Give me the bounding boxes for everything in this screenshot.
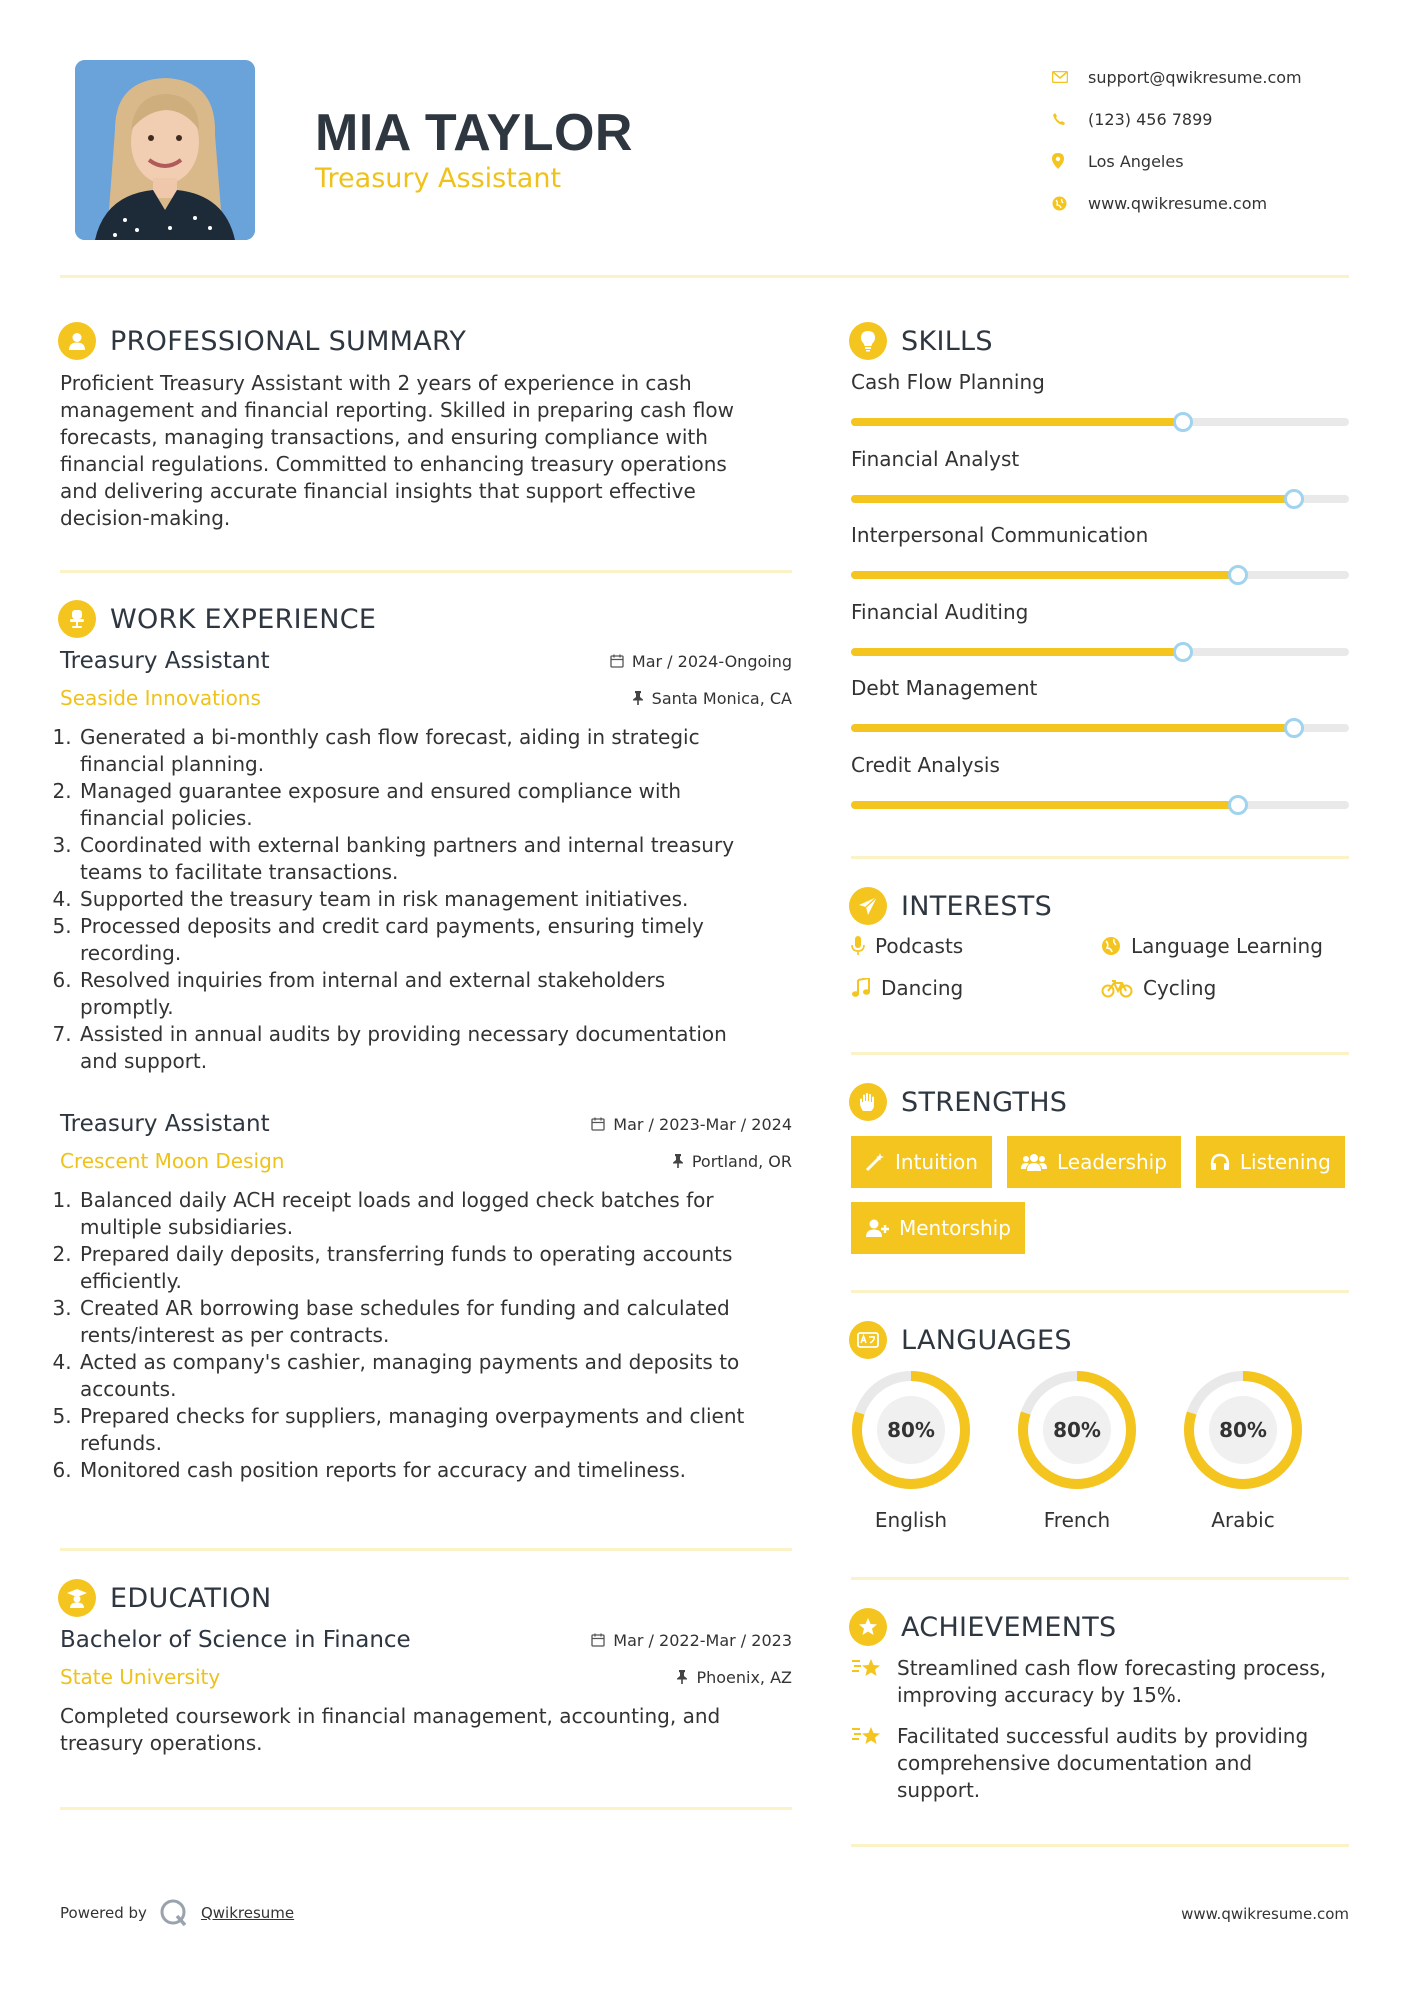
section-divider [60,570,792,573]
language-icon [849,1321,887,1359]
skill-fill [851,571,1238,579]
list-item: 5. Processed deposits and credit card payments, ensuring timely recording. [78,913,792,967]
interest-item: Dancing [851,976,1101,1000]
experience-heading: WORK EXPERIENCE [58,600,376,638]
contact-phone[interactable]: (123) 456 7899 [1052,98,1352,140]
users-icon [1021,1152,1047,1172]
skills-heading: SKILLS [849,322,993,360]
skill-knob [1284,718,1304,738]
skill-item: Financial Auditing [851,600,1349,677]
job-company: Seaside Innovations [60,686,261,710]
shooting-star-icon [851,1655,885,1683]
skill-bar [851,495,1349,503]
interest-item: Podcasts [851,934,1101,958]
skill-knob [1173,412,1193,432]
globe-icon [1052,196,1088,211]
job-role: Treasury Assistant [60,648,270,674]
section-divider [60,1807,792,1810]
list-item: 2. Managed guarantee exposure and ensured compliance with financial policies. [78,778,792,832]
list-item: 1. Generated a bi-monthly cash flow forecast, aiding in strategic financial planning. [78,724,792,778]
section-divider [851,1844,1349,1847]
list-item: 6. Resolved inquiries from internal and external stakeholders promptly. [78,967,792,1021]
job-entry-1 [60,648,792,1075]
calendar-icon [591,1633,605,1647]
skill-fill [851,418,1183,426]
skill-bar [851,571,1349,579]
skill-bar [851,724,1349,732]
skill-fill [851,648,1183,656]
section-divider [851,1577,1349,1580]
interests-heading: INTERESTS [849,887,1052,925]
office-chair-icon [58,600,96,638]
portrait-image [75,60,255,240]
job-location: Portland, OR [672,1152,792,1171]
skill-item: Interpersonal Communication [851,523,1349,600]
user-plus-icon [865,1218,889,1238]
contact-website[interactable]: www.qwikresume.com [1052,182,1352,224]
footer-credit: Powered by Qwikresume [60,1898,294,1928]
job-bullets [60,1187,792,1484]
interest-item: Cycling [1101,976,1351,1000]
skill-fill [851,495,1294,503]
mail-icon [1052,71,1088,83]
language-item: 80% French [1017,1370,1183,1532]
language-item: 80% Arabic [1183,1370,1349,1532]
strength-tag: Mentorship [851,1202,1025,1254]
contact-list [1052,56,1352,224]
education-description: Completed coursework in financial management, accounting, and treasury operations. [60,1704,721,1755]
languages-heading: LANGUAGES [849,1321,1072,1359]
strengths-list [851,1136,1351,1254]
contact-email[interactable]: support@qwikresume.com [1052,56,1352,98]
skill-item: Debt Management [851,676,1349,753]
candidate-title: Treasury Assistant [315,163,562,194]
list-item: 4. Supported the treasury team in risk management initiatives. [78,886,792,913]
list-item: 7. Assisted in annual audits by providing necessary documentation and support. [78,1021,792,1075]
summary-heading: PROFESSIONAL SUMMARY [58,322,466,360]
list-item: 5. Prepared checks for suppliers, managing overpayments and client refunds. [78,1403,792,1457]
hand-icon [849,1083,887,1121]
strength-tag: Listening [1196,1136,1345,1188]
strength-tag: Leadership [1007,1136,1181,1188]
job-entry-2 [60,1111,792,1484]
achievements-list [851,1655,1351,1818]
profile-photo [75,60,255,240]
skill-knob [1228,565,1248,585]
job-dates: Mar / 2023-Mar / 2024 [591,1115,792,1134]
skill-item: Cash Flow Planning [851,370,1349,447]
job-location: Santa Monica, CA [632,689,792,708]
calendar-icon [591,1117,605,1131]
candidate-name: MIA TAYLOR [315,104,633,162]
skills-list [851,370,1349,829]
lightbulb-icon [849,322,887,360]
list-item: 3. Coordinated with external banking partners and internal treasury teams to facilitate transactions. [78,832,792,886]
globe-icon [1101,936,1121,956]
skill-fill [851,724,1294,732]
achievement-item: Facilitated successful audits by providing comprehensive documentation and support. [851,1723,1351,1804]
job-company: Crescent Moon Design [60,1149,285,1173]
skill-knob [1173,642,1193,662]
degree-title: Bachelor of Science in Finance [60,1627,411,1653]
bicycle-icon [1101,978,1133,998]
shooting-star-icon [851,1723,885,1751]
magic-wand-icon [865,1152,885,1172]
interests-list [851,934,1351,1000]
school-name: State University [60,1665,221,1689]
language-ring: 80% [1017,1370,1137,1490]
section-divider [60,1548,792,1551]
list-item: 3. Created AR borrowing base schedules for funding and calculated rents/interest as per contracts. [78,1295,792,1349]
list-item: 4. Acted as company's cashier, managing payments and deposits to accounts. [78,1349,792,1403]
education-location: Phoenix, AZ [676,1668,792,1687]
music-note-icon [851,978,871,998]
education-dates: Mar / 2022-Mar / 2023 [591,1631,792,1650]
qwikresume-logo-icon [159,1898,189,1928]
section-divider [851,856,1349,859]
contact-location: Los Angeles [1052,140,1352,182]
interest-item: Language Learning [1101,934,1351,958]
brand-link[interactable]: Qwikresume [200,1904,295,1922]
strength-tag: Intuition [851,1136,992,1188]
headphones-icon [1210,1152,1230,1172]
language-ring: 80% [851,1370,971,1490]
header-divider [60,275,1349,278]
star-badge-icon [849,1608,887,1646]
skill-bar [851,801,1349,809]
footer-url[interactable]: www.qwikresume.com [1181,1905,1349,1923]
summary-text: Proficient Treasury Assistant with 2 years of experience in cash management and financial reporting. Skilled in preparing cash flow forecasts, managing transactions, and ensuring compliance with financial regulations. Committed to enhancing treasury operations and delivering accurate financial insights that support effective decision-making. [60,371,735,530]
skill-bar [851,418,1349,426]
map-pin-icon [1052,153,1088,169]
strengths-heading: STRENGTHS [849,1083,1067,1121]
list-item: 1. Balanced daily ACH receipt loads and logged check batches for multiple subsidiaries. [78,1187,792,1241]
user-icon [58,322,96,360]
graduate-icon [58,1579,96,1617]
skill-knob [1284,489,1304,509]
education-entry [60,1627,792,1757]
skill-fill [851,801,1238,809]
skill-bar [851,648,1349,656]
list-item: 2. Prepared daily deposits, transferring funds to operating accounts efficiently. [78,1241,792,1295]
skill-knob [1228,795,1248,815]
achievements-heading: ACHIEVEMENTS [849,1608,1117,1646]
microphone-icon [851,936,865,956]
phone-icon [1052,112,1088,126]
pushpin-icon [672,1154,684,1168]
job-dates: Mar / 2024-Ongoing [610,652,792,671]
skill-item: Credit Analysis [851,753,1349,830]
list-item: 6. Monitored cash position reports for accuracy and timeliness. [78,1457,792,1484]
pushpin-icon [676,1670,688,1684]
job-bullets [60,724,792,1075]
skill-item: Financial Analyst [851,447,1349,524]
calendar-icon [610,654,624,668]
language-item: 80% English [851,1370,1017,1532]
paper-plane-icon [849,887,887,925]
language-ring: 80% [1183,1370,1303,1490]
languages-list [851,1370,1349,1532]
section-divider [851,1052,1349,1055]
job-role: Treasury Assistant [60,1111,270,1137]
section-divider [851,1290,1349,1293]
education-heading: EDUCATION [58,1579,271,1617]
achievement-item: Streamlined cash flow forecasting process, improving accuracy by 15%. [851,1655,1351,1709]
pushpin-icon [632,691,644,705]
